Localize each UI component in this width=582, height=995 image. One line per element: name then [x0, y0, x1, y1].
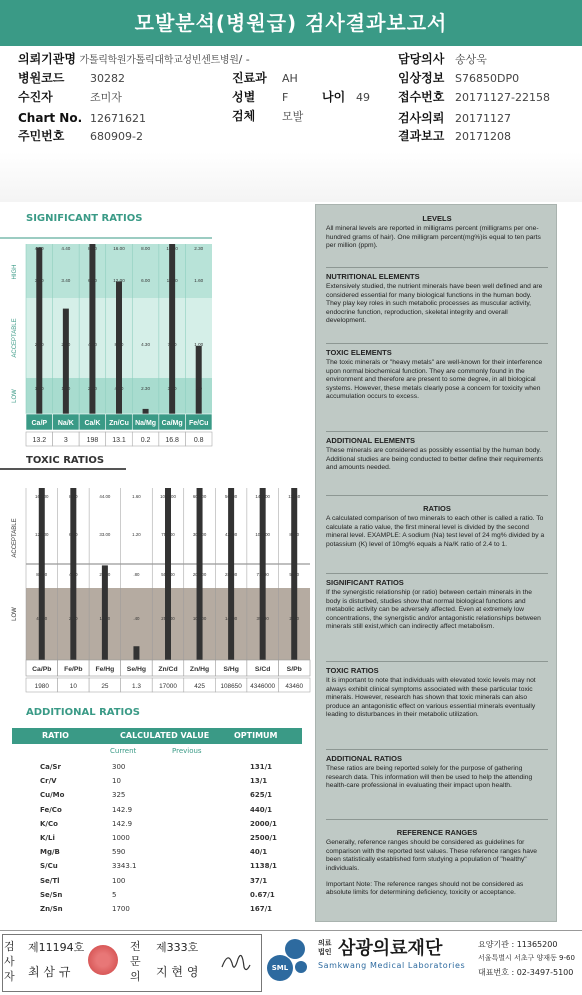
ratio-name: Fe/Co: [40, 805, 62, 814]
tick-label: 2840: [289, 616, 300, 621]
sml-logo-text: SML: [267, 955, 293, 981]
bar-Na/Mg: [143, 409, 149, 414]
tick-label: .20: [195, 386, 202, 391]
label-sex: 성별: [232, 90, 256, 104]
value-label: 1980: [34, 683, 49, 690]
tick-label: 4.40: [61, 246, 71, 251]
additional-elements-text: These minerals are considered as possibly essential by the human body. Additional studies are being conducted to better define their requirements and amounts needed.: [326, 447, 544, 472]
ratio-optimum: 37/1: [250, 876, 268, 885]
value-label: 25: [101, 683, 109, 690]
important-note: Important Note: The reference ranges should not be considered as absolute limits for determining deficiency, toxicity or acceptance.: [326, 881, 524, 897]
additional-elements-heading: ADDITIONAL ELEMENTS: [326, 436, 416, 445]
toxic-ratios-chart: [0, 454, 314, 704]
category-label: S/Hg: [223, 666, 239, 673]
category-label: Zn/Hg: [189, 666, 210, 673]
zone-label: HIGH: [12, 264, 18, 280]
ratio-current: 1000: [112, 834, 130, 842]
ratio-optimum: 440/1: [250, 805, 273, 814]
footer-logo-prefix: 의료법인: [318, 939, 332, 956]
toxic-ratios-heading: TOXIC RATIOS: [326, 666, 379, 675]
value-age: 49: [356, 91, 370, 104]
tick-label: 4.20: [87, 342, 97, 347]
tick-label: 28400: [225, 572, 238, 577]
ratio-current: 142.9: [112, 819, 133, 828]
bar-Fe/Cu: [196, 346, 202, 414]
ratio-current: 142.9: [112, 805, 133, 814]
value-label: 10: [69, 683, 77, 690]
tick-label: 8.20: [87, 246, 97, 251]
ratio-current: 325: [112, 791, 126, 800]
explanation-panel: [315, 204, 557, 922]
footer-examiner-license: 제11194호: [28, 941, 85, 954]
tick-label: 2.20: [87, 386, 97, 391]
tick-label: 750.00: [161, 532, 175, 537]
levels-heading: LEVELS: [422, 214, 452, 223]
tick-label: 15.40: [166, 246, 178, 251]
tick-label: 1.40: [61, 386, 71, 391]
value-label: 425: [194, 683, 205, 690]
patient-info: [0, 48, 582, 150]
value-sex: F: [282, 91, 289, 104]
ratio-optimum: 0.67/1: [250, 890, 275, 899]
tick-label: 42.00: [36, 616, 48, 621]
additional-ratios-title: ADDITIONAL RATIOS: [26, 707, 140, 718]
tick-label: 1.00: [194, 342, 204, 347]
reference-ranges-text: Generally, reference ranges should be considered as guidelines for comparison with the reported test values. These reference ranges have been statistically established form studying a population of "healthy" individuals.: [326, 839, 538, 872]
tick-label: 142000: [255, 494, 270, 499]
additional-ratios-heading: ADDITIONAL RATIOS: [326, 754, 402, 763]
additional-ratio-row: [12, 788, 302, 802]
additional-ratio-row: [12, 831, 302, 845]
additional-ratio-row: [12, 874, 302, 888]
tick-label: 56800: [225, 494, 238, 499]
value-label: 108650: [220, 683, 242, 690]
tick-label: 35500: [256, 616, 269, 621]
toxic-ratios-title: TOXIC RATIOS: [0, 454, 126, 470]
value-report-date: 20171208: [455, 130, 511, 143]
value-label: 4346000: [250, 683, 276, 690]
ratios-heading: RATIOS: [423, 504, 451, 513]
tick-label: 4.00: [34, 246, 44, 251]
additional-ratio-row: [12, 902, 302, 916]
examiner-seal-icon: [88, 945, 118, 975]
value-hospital-code: 30282: [90, 72, 125, 85]
nutritional-heading: NUTRITIONAL ELEMENTS: [326, 272, 420, 281]
value-label: 198: [86, 437, 99, 444]
tick-label: 8.00: [141, 246, 151, 251]
ratio-current: 5: [112, 890, 117, 899]
tick-label: 3.00: [167, 386, 177, 391]
bar-Na/K: [63, 309, 69, 414]
toxic-elements-text: The toxic minerals or "heavy metals" are well-known for their interference upon normal biochemical function. They are commonly found in the environment and therefore are present to some degree, in all biological systems. However, these metals clearly pose a concern for toxicity when accumulation occurs to excess.: [326, 359, 543, 401]
significant-ratios-svg: [0, 226, 230, 448]
additional-ratio-row: [12, 859, 302, 873]
tick-label: 8.80: [69, 494, 78, 499]
tick-label: 14200: [225, 616, 238, 621]
label-receipt-no: 접수번호: [398, 90, 445, 104]
divider-gap: [0, 152, 582, 202]
significant-ratios-heading: SIGNIFICANT RATIOS: [326, 578, 404, 587]
ratio-current: 1700: [112, 905, 130, 913]
value-label: 43460: [285, 683, 304, 690]
tick-label: 2.30: [141, 386, 151, 391]
label-institution: 의뢰기관명: [18, 52, 76, 66]
zone-label: LOW: [12, 389, 18, 403]
signature-icon: [218, 947, 252, 977]
ratio-current: 590: [112, 848, 126, 857]
ratio-name: Cu/Mo: [40, 791, 65, 800]
value-resident-no: 680909-2: [90, 130, 143, 143]
ratio-name: Se/Tl: [40, 876, 60, 885]
additional-ratio-row: [12, 845, 302, 859]
ratio-name: Ca/Sr: [40, 763, 61, 771]
tick-label: 8520: [289, 532, 300, 537]
levels-text: All mineral levels are reported in milligrams percent (milligrams per one-hundred grams of hair). One milligram percent(mg%)is equal to ten parts per million (ppm).: [326, 225, 541, 250]
ratio-name: Cr/V: [40, 777, 57, 786]
label-hospital-code: 병원코드: [18, 71, 65, 85]
tick-label: 6.00: [141, 278, 151, 283]
ratio-current: 3343.1: [112, 862, 137, 871]
ratio-current: 300: [112, 763, 126, 771]
value-institution-suffix: / -: [238, 53, 250, 66]
category-label: S/Cd: [254, 666, 271, 673]
tick-label: 600.00: [192, 494, 207, 499]
value-label: 3: [63, 437, 68, 444]
tick-label: 250.00: [161, 616, 175, 621]
tick-label: 84.00: [36, 572, 48, 577]
label-clinical-info: 임상정보: [398, 71, 445, 85]
label-patient: 수진자: [18, 90, 53, 104]
additional-ratio-row: [12, 760, 302, 774]
significant-ratios-text: If the synergistic relationship (or ratio) between certain minerals in the body is disturbed, studies show that normal biological functions and metabolic activity can be adversely affected. Even at extremely low concentrations, the synergistic and/or antagonistic relationships between minerals still exist,which can indirectly affect metabolism.: [326, 589, 541, 631]
ratio-current: 10: [112, 777, 121, 786]
label-report-date: 결과보고: [398, 129, 445, 143]
subheader-current: Current: [110, 747, 137, 755]
footer-logo-name: 삼광의료재단: [338, 938, 443, 959]
ratio-optimum: 2000/1: [250, 819, 277, 828]
tick-label: 3.40: [61, 278, 71, 283]
page-title: 모발분석(병원급) 검사결과보고서: [0, 0, 582, 46]
label-request-date: 검사의뢰: [398, 111, 445, 125]
footer-specialist-label: 전문의: [130, 940, 141, 983]
label-age: 나이: [322, 90, 346, 104]
additional-ratio-row: [12, 888, 302, 902]
category-label: Na/Mg: [135, 420, 157, 427]
value-label: 0.8: [193, 437, 204, 444]
value-department: AH: [282, 72, 298, 85]
label-chart-no: Chart No.: [18, 111, 83, 125]
value-clinical-info: S76850DP0: [455, 72, 520, 85]
value-label: 16.8: [165, 437, 179, 444]
value-request-date: 20171127: [455, 112, 511, 125]
tick-label: .40: [133, 616, 140, 621]
category-label: Ca/P: [31, 420, 48, 427]
bar-Se/Hg: [133, 646, 139, 660]
ratios-text: A calculated comparison of two minerals to each other is called a ratio. To calculate a ratio value, the first mineral level is divided by the second mineral level. EXAMPLE: A sodium (Na) test level of 24 mg% divided by a potassium (K) level of 10mg% equals a Na/K ratio of 2.4 to 1.: [326, 515, 545, 548]
value-institution: 가톨릭학원가톨릭대학교성빈센트병원: [79, 55, 239, 66]
value-specimen: 모발: [282, 110, 304, 123]
ratio-current: 100: [112, 876, 126, 885]
significant-ratios-chart: [0, 212, 230, 444]
footer-specialist-name: 지 현 영: [156, 965, 199, 979]
value-patient: 조미자: [90, 91, 122, 104]
tick-label: 1.60: [132, 494, 141, 499]
tick-label: 2.60: [34, 342, 44, 347]
tick-label: 500.00: [161, 572, 175, 577]
value-chart-no: 12671621: [90, 112, 146, 125]
ratio-name: Mg/B: [40, 848, 60, 857]
tick-label: 71000: [256, 572, 269, 577]
tick-label: 2.40: [61, 342, 71, 347]
additional-subheader: [12, 744, 302, 758]
label-department: 진료과: [232, 71, 267, 85]
tick-label: 5680: [289, 572, 300, 577]
value-label: 17000: [159, 683, 177, 690]
label-doctor: 담당의사: [398, 52, 445, 66]
tick-label: 1.60: [194, 278, 204, 283]
footer-logo-english: Samkwang Medical Laboratories: [318, 961, 466, 970]
ratio-optimum: 1138/1: [250, 862, 277, 871]
footer-specialist-license: 제333호: [156, 941, 199, 954]
category-label: Se/Hg: [126, 666, 147, 673]
category-label: Fe/Hg: [95, 666, 115, 673]
footer-examiner-label: 검사자: [4, 940, 15, 983]
zone-label: LOW: [12, 607, 18, 621]
sml-logo-icon: [265, 937, 309, 981]
tick-label: 22.00: [99, 572, 111, 577]
tick-label: 11360: [288, 494, 301, 499]
category-label: Ca/Pb: [32, 666, 52, 673]
category-label: Ca/Mg: [161, 420, 183, 427]
tick-label: 106500: [255, 532, 270, 537]
footer-phone: 대표번호 : 02-3497-5100: [478, 968, 574, 977]
tick-label: 7.00: [167, 342, 177, 347]
toxic-ratios-svg: [0, 470, 314, 706]
tick-label: 100.00: [192, 616, 207, 621]
tick-label: 4.30: [141, 342, 151, 347]
bar-Zn/Cu: [116, 281, 122, 414]
tick-label: 4.40: [69, 572, 78, 577]
category-label: S/Pb: [286, 666, 302, 673]
ratio-optimum: 625/1: [250, 791, 273, 800]
tick-label: 16.00: [113, 246, 125, 251]
value-receipt-no: 20171127-22158: [455, 91, 550, 104]
header-calculated-value: CALCULATED VALUE: [120, 731, 210, 740]
value-label: 0.2: [140, 437, 151, 444]
reference-ranges-heading: REFERENCE RANGES: [396, 828, 478, 837]
tick-label: .80: [133, 572, 140, 577]
ratio-optimum: 131/1: [250, 763, 273, 771]
tick-label: 6.60: [69, 532, 78, 537]
tick-label: 1.60: [34, 386, 44, 391]
ratio-optimum: 167/1: [250, 905, 273, 913]
ratio-optimum: 2500/1: [250, 834, 277, 842]
tick-label: 11.40: [166, 278, 178, 283]
category-label: Zn/Cu: [109, 420, 129, 427]
value-label: 1.3: [131, 683, 141, 690]
tick-label: 1000.00: [160, 494, 176, 499]
tick-label: 4.00: [114, 386, 124, 391]
zone-label: ACCEPTABLE: [12, 318, 18, 358]
zone-label: ACCEPTABLE: [12, 518, 18, 558]
footer-examiner-name: 최 삼 규: [28, 965, 71, 979]
additional-ratios-table: [0, 706, 310, 920]
tick-label: 1.20: [132, 532, 141, 537]
tick-label: 6.20: [87, 278, 97, 283]
ratio-optimum: 40/1: [250, 848, 268, 857]
tick-label: 300.00: [192, 532, 207, 537]
tick-label: 3.60: [34, 278, 44, 283]
tick-label: 12.00: [113, 278, 125, 283]
tick-label: 11.00: [99, 616, 111, 621]
tick-label: 2.30: [194, 246, 204, 251]
value-label: 13.2: [32, 437, 47, 444]
tick-label: 33.00: [99, 532, 111, 537]
tick-label: 168.00: [35, 494, 49, 499]
bar-Fe/Hg: [102, 565, 108, 660]
tick-label: 44.00: [99, 494, 111, 499]
additional-ratios-text: These ratios are being reported solely for the purpose of gathering research data. This information will then be used to help the attending health-care professional in evaluating their impact upon health.: [326, 765, 533, 790]
additional-ratio-row: [12, 774, 302, 788]
additional-ratio-row: [12, 803, 302, 817]
tick-label: 8.00: [114, 342, 124, 347]
header-optimum: OPTIMUM: [234, 731, 278, 740]
additional-ratio-row: [12, 817, 302, 831]
category-label: Fe/Pb: [64, 666, 83, 673]
ratio-optimum: 13/1: [250, 777, 268, 786]
label-resident-no: 주민번호: [18, 129, 65, 143]
nutritional-text: Extensively studied, the nutrient minerals have been well defined and are considered essential for many biological functions in the human body. They play key roles in such metabolic processes as muscular activity, endocrine function, reproduction, skeletal integrity and overall development.: [326, 283, 543, 325]
toxic-elements-heading: TOXIC ELEMENTS: [326, 348, 392, 357]
tick-label: 2.20: [69, 616, 78, 621]
ratio-name: Zn/Sn: [40, 905, 63, 913]
additional-ratios-header: [12, 728, 302, 744]
tick-label: 126.00: [35, 532, 49, 537]
tick-label: 200.00: [192, 572, 207, 577]
header-ratio: RATIO: [42, 731, 69, 740]
ratio-name: S/Cu: [40, 862, 58, 871]
footer-address: 서울특별시 서초구 양재동 9-60: [478, 954, 575, 962]
category-label: Na/K: [57, 420, 74, 427]
footer-institution-code: 요양기관 : 11365200: [478, 940, 558, 949]
ratio-name: Se/Sn: [40, 890, 63, 899]
ratio-name: K/Co: [40, 819, 58, 828]
label-specimen: 검체: [232, 109, 256, 123]
category-label: Zn/Cd: [158, 666, 178, 673]
toxic-ratios-text: It is important to note that individuals with elevated toxic levels may not always exhibit clinical symptoms associated with these particular toxic minerals. However, research has shown that toxic minerals can also produce an antagonistic effect on various essential minerals eventually leading to disturbances in their metabolic utilization.: [326, 677, 536, 719]
footer: [0, 930, 582, 995]
value-doctor: 송상욱: [455, 53, 487, 66]
significant-ratios-title: SIGNIFICANT RATIOS: [26, 213, 143, 224]
category-label: Ca/K: [84, 420, 101, 427]
subheader-previous: Previous: [172, 747, 202, 755]
tick-label: 42600: [225, 532, 238, 537]
ratio-name: K/Li: [40, 834, 55, 842]
value-label: 13.1: [112, 437, 126, 444]
category-label: Fe/Cu: [188, 420, 209, 427]
